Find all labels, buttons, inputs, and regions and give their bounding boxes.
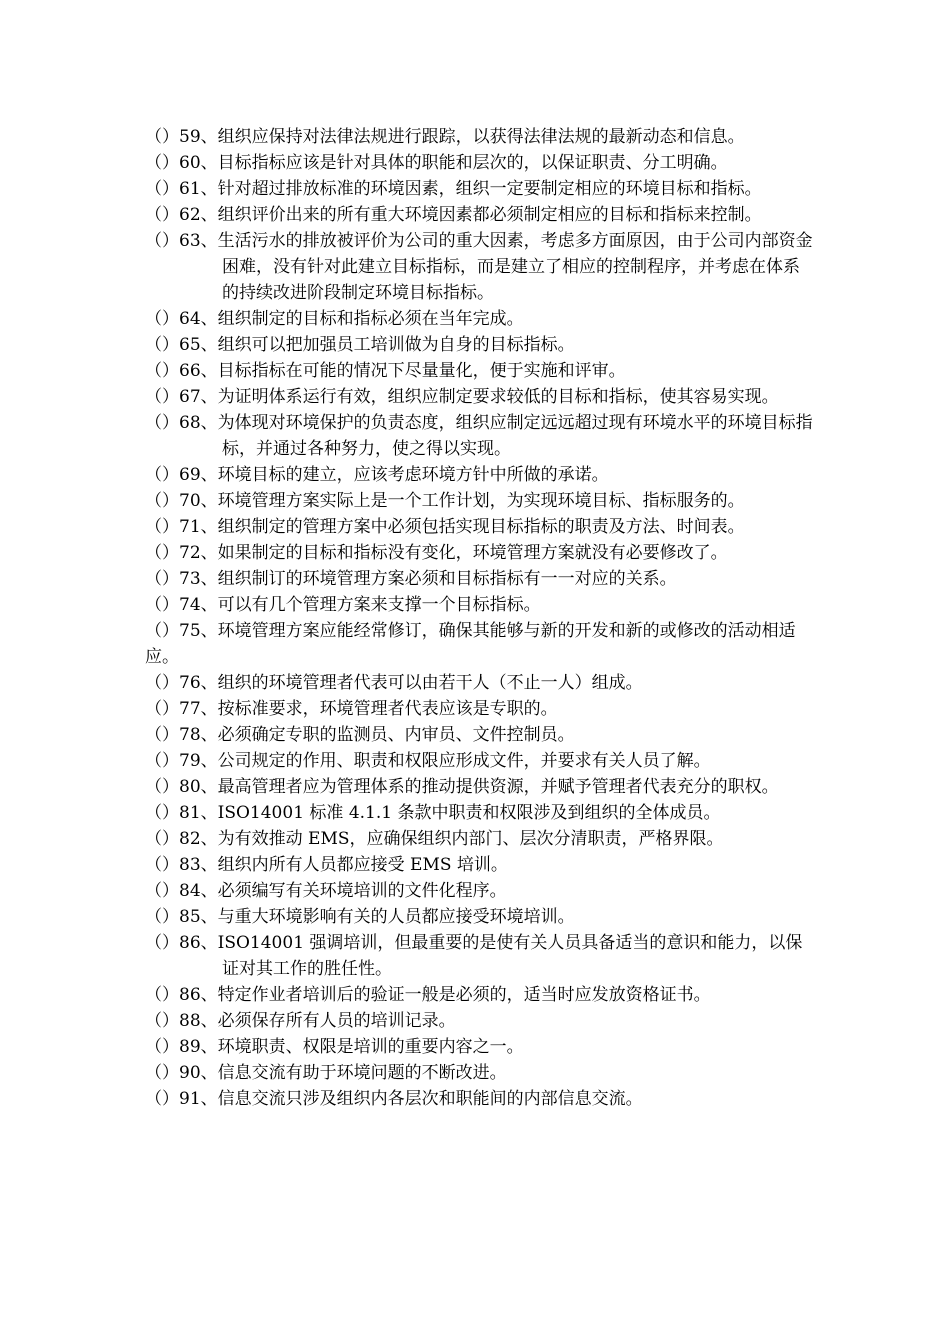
question-item [145,410,815,462]
question-item [145,982,815,1008]
answer-parentheses: （） [145,829,179,849]
answer-parentheses: （） [145,361,179,381]
answer-parentheses: （） [145,1089,179,1109]
question-item [145,1034,815,1060]
answer-parentheses: （） [145,751,179,771]
answer-parentheses: （） [145,179,179,199]
question-item [145,1086,815,1112]
question-text: 70、环境管理方案实际上是一个工作计划，为实现环境目标、指标服务的。 [179,491,745,511]
question-text: 71、组织制定的管理方案中必须包括实现目标指标的职责及方法、时间表。 [179,517,745,537]
answer-parentheses: （） [145,413,179,433]
answer-parentheses: （） [145,335,179,355]
question-text: 66、目标指标在可能的情况下尽量量化，便于实施和评审。 [179,361,626,381]
answer-parentheses: （） [145,1063,179,1083]
question-text: 65、组织可以把加强员工培训做为自身的目标指标。 [179,335,575,355]
answer-parentheses: （） [145,855,179,875]
question-item [145,488,815,514]
question-text: 83、组织内所有人员都应接受 EMS 培训。 [179,855,508,875]
question-text: 76、组织的环境管理者代表可以由若干人（不止一人）组成。 [179,673,643,693]
answer-parentheses: （） [145,127,179,147]
answer-parentheses: （） [145,777,179,797]
question-item [145,150,815,176]
question-text: 86、ISO14001 强调培训，但最重要的是使有关人员具备适当的意识和能力，以保证对其工作的胜任性。 [179,933,803,979]
question-item [145,618,815,670]
question-item [145,670,815,696]
question-text: 81、ISO14001 标准 4.1.1 条款中职责和权限涉及到组织的全体成员。 [179,803,721,823]
question-item [145,540,815,566]
question-text: 77、按标准要求，环境管理者代表应该是专职的。 [179,699,558,719]
question-item [145,800,815,826]
answer-parentheses: （） [145,621,179,641]
question-text: 61、针对超过排放标准的环境因素，组织一定要制定相应的环境目标和指标。 [179,179,762,199]
question-text: 89、环境职责、权限是培训的重要内容之一。 [179,1037,524,1057]
question-item [145,774,815,800]
answer-parentheses: （） [145,517,179,537]
question-item [145,852,815,878]
answer-parentheses: （） [145,699,179,719]
question-item [145,228,815,306]
answer-parentheses: （） [145,491,179,511]
question-item [145,176,815,202]
answer-parentheses: （） [145,933,179,953]
question-list [145,124,815,1112]
question-text: 64、组织制定的目标和指标必须在当年完成。 [179,309,524,329]
answer-parentheses: （） [145,985,179,1005]
question-text: 84、必须编写有关环境培训的文件化程序。 [179,881,507,901]
question-text: 69、环境目标的建立，应该考虑环境方针中所做的承诺。 [179,465,609,485]
answer-parentheses: （） [145,725,179,745]
answer-parentheses: （） [145,673,179,693]
question-item [145,462,815,488]
question-text: 67、为证明体系运行有效，组织应制定要求较低的目标和指标，使其容易实现。 [179,387,779,407]
question-text: 73、组织制订的环境管理方案必须和目标指标有一一对应的关系。 [179,569,677,589]
question-item [145,202,815,228]
question-text: 85、与重大环境影响有关的人员都应接受环境培训。 [179,907,575,927]
question-text: 60、目标指标应该是针对具体的职能和层次的，以保证职责、分工明确。 [179,153,728,173]
question-text: 78、必须确定专职的监测员、内审员、文件控制员。 [179,725,575,745]
question-item [145,878,815,904]
question-text: 86、特定作业者培训后的验证一般是必须的，适当时应发放资格证书。 [179,985,711,1005]
question-text: 91、信息交流只涉及组织内各层次和职能间的内部信息交流。 [179,1089,643,1109]
question-item [145,566,815,592]
answer-parentheses: （） [145,153,179,173]
question-text: 68、为体现对环境保护的负责态度，组织应制定远远超过现有环境水平的环境目标指标，并通过各种努力，使之得以实现。 [179,413,813,459]
answer-parentheses: （） [145,1037,179,1057]
question-item [145,384,815,410]
question-item [145,904,815,930]
answer-parentheses: （） [145,387,179,407]
question-text: 79、公司规定的作用、职责和权限应形成文件，并要求有关人员了解。 [179,751,711,771]
question-item [145,696,815,722]
question-text: 74、可以有几个管理方案来支撑一个目标指标。 [179,595,541,615]
question-item [145,722,815,748]
question-text: 80、最高管理者应为管理体系的推动提供资源，并赋予管理者代表充分的职权。 [179,777,779,797]
question-text: 59、组织应保持对法律法规进行跟踪，以获得法律法规的最新动态和信息。 [179,127,745,147]
answer-parentheses: （） [145,543,179,563]
question-text: 62、组织评价出来的所有重大环境因素都必须制定相应的目标和指标来控制。 [179,205,762,225]
question-item [145,306,815,332]
question-text: 72、如果制定的目标和指标没有变化，环境管理方案就没有必要修改了。 [179,543,728,563]
question-item [145,930,815,982]
answer-parentheses: （） [145,1011,179,1031]
question-text: 82、为有效推动 EMS，应确保组织内部门、层次分清职责，严格界限。 [179,829,724,849]
question-item [145,358,815,384]
answer-parentheses: （） [145,309,179,329]
answer-parentheses: （） [145,881,179,901]
answer-parentheses: （） [145,907,179,927]
answer-parentheses: （） [145,465,179,485]
answer-parentheses: （） [145,569,179,589]
answer-parentheses: （） [145,595,179,615]
question-item [145,1008,815,1034]
answer-parentheses: （） [145,205,179,225]
question-item [145,826,815,852]
question-text: 75、环境管理方案应能经常修订，确保其能够与新的开发和新的或修改的活动相适应。 [145,621,796,667]
question-item [145,748,815,774]
question-item [145,332,815,358]
question-item [145,514,815,540]
answer-parentheses: （） [145,803,179,823]
question-text: 63、生活污水的排放被评价为公司的重大因素，考虑多方面原因，由于公司内部资金困难，没有针对此建立目标指标，而是建立了相应的控制程序，并考虑在体系的持续改进阶段制定环境目标指标。 [179,231,813,303]
question-item [145,1060,815,1086]
question-item [145,124,815,150]
question-text: 88、必须保存所有人员的培训记录。 [179,1011,456,1031]
question-item [145,592,815,618]
answer-parentheses: （） [145,231,179,251]
question-text: 90、信息交流有助于环境问题的不断改进。 [179,1063,507,1083]
